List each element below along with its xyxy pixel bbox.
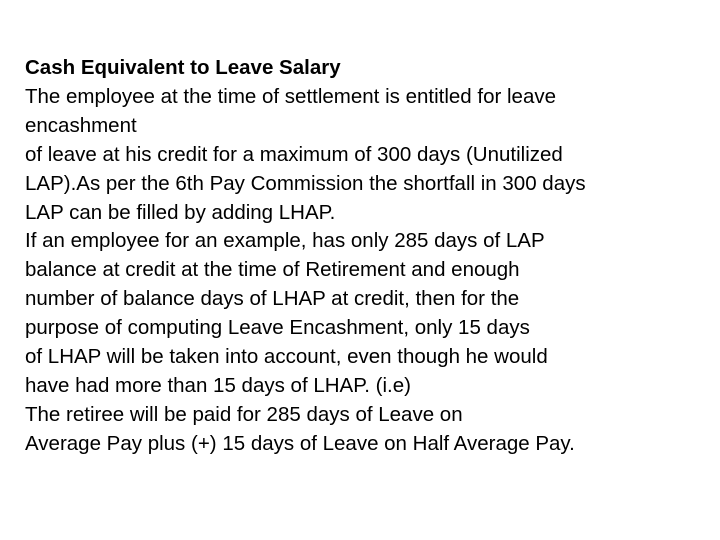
body-line-13: Average Pay plus (+) 15 days of Leave on Half Average Pay.: [25, 431, 575, 455]
body-line-5: LAP can be filled by adding LHAP.: [25, 200, 336, 224]
body-line-4: LAP).As per the 6th Pay Commission the shortfall in 300 days: [25, 171, 586, 195]
body-line-6: If an employee for an example, has only 285 days of LAP: [25, 229, 545, 253]
slide-heading: Cash Equivalent to Leave Salary: [25, 56, 341, 79]
body-line-2: encashment: [25, 113, 137, 137]
body-line-3: of leave at his credit for a maximum of 300 days (Unutilized: [25, 142, 563, 166]
body-line-11: have had more than 15 days of LHAP. (i.e): [25, 373, 411, 397]
body-line-12: The retiree will be paid for 285 days of Leave on: [25, 402, 463, 426]
body-line-10: of LHAP will be taken into account, even though he would: [25, 345, 548, 369]
body-line-9: purpose of computing Leave Encashment, only 15 days: [25, 316, 530, 340]
body-line-8: number of balance days of LHAP at credit, then for the: [25, 287, 520, 311]
body-line-1: The employee at the time of settlement is entitled for leave: [25, 84, 556, 108]
body-text-block: [25, 54, 695, 459]
body-line-7: balance at credit at the time of Retirement and enough: [25, 258, 520, 282]
